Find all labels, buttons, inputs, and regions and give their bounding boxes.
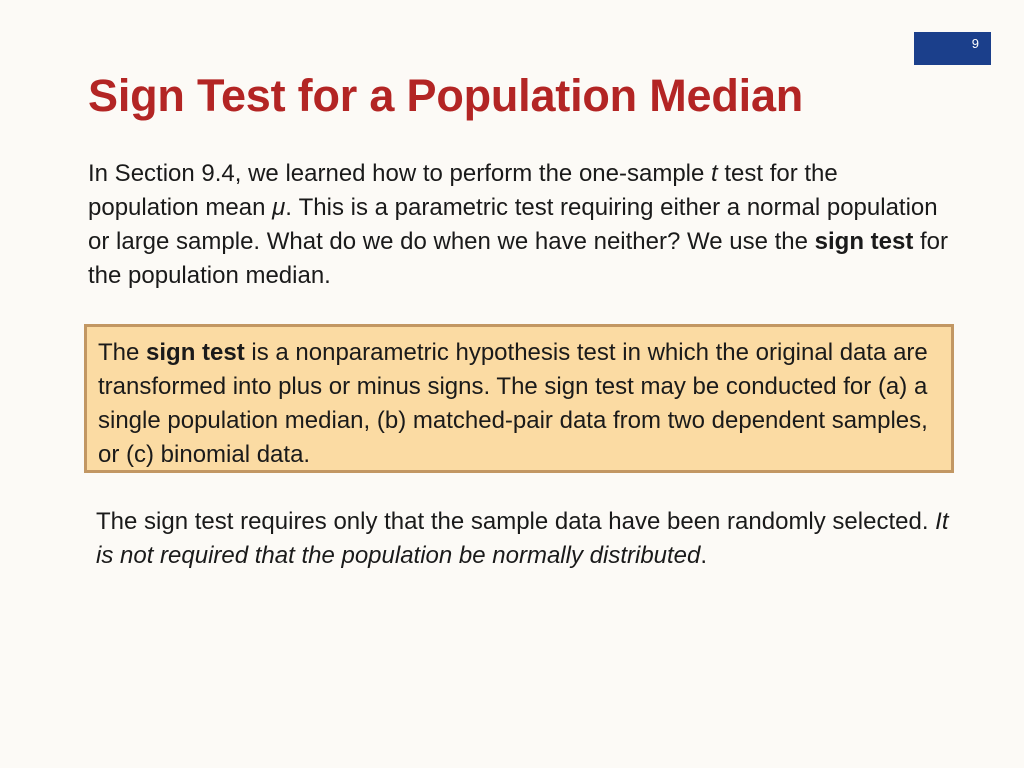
requirement-paragraph (96, 505, 956, 573)
slide-title: Sign Test for a Population Median (88, 70, 804, 121)
definition-prefix: The (98, 339, 147, 366)
requirement-text-2: . (700, 542, 708, 569)
definition-term: sign test (146, 339, 245, 366)
definition-box (84, 324, 954, 473)
definition-text: is a nonparametric hypothesis test in which the original data are transformed into plus or minus signs. The sign test may be conducted for (a) a single population median, (b) matched-pair data from two dependent samples, or (c) binomial data. (98, 339, 928, 468)
intro-text-3: . This is a parametric test requiring either a normal population or large sample. What do we do when we have neither? We use the (88, 194, 938, 255)
intro-text-1: In Section 9.4, we learned how to perform the one-sample (88, 160, 712, 187)
slide-number-badge (914, 32, 991, 65)
mu-symbol: μ (272, 194, 286, 221)
intro-text-4: for the population median. (88, 228, 949, 289)
requirement-text-1: The sign test requires only that the sample data have been randomly selected. (96, 508, 936, 535)
t-symbol: t (711, 160, 718, 187)
requirement-emphasis: It is not required that the population be normally distributed (96, 508, 949, 569)
intro-paragraph (88, 157, 948, 293)
intro-term: sign test (814, 228, 914, 255)
slide-number: 9 (971, 36, 979, 51)
intro-text-2: test for the population mean (88, 160, 838, 221)
